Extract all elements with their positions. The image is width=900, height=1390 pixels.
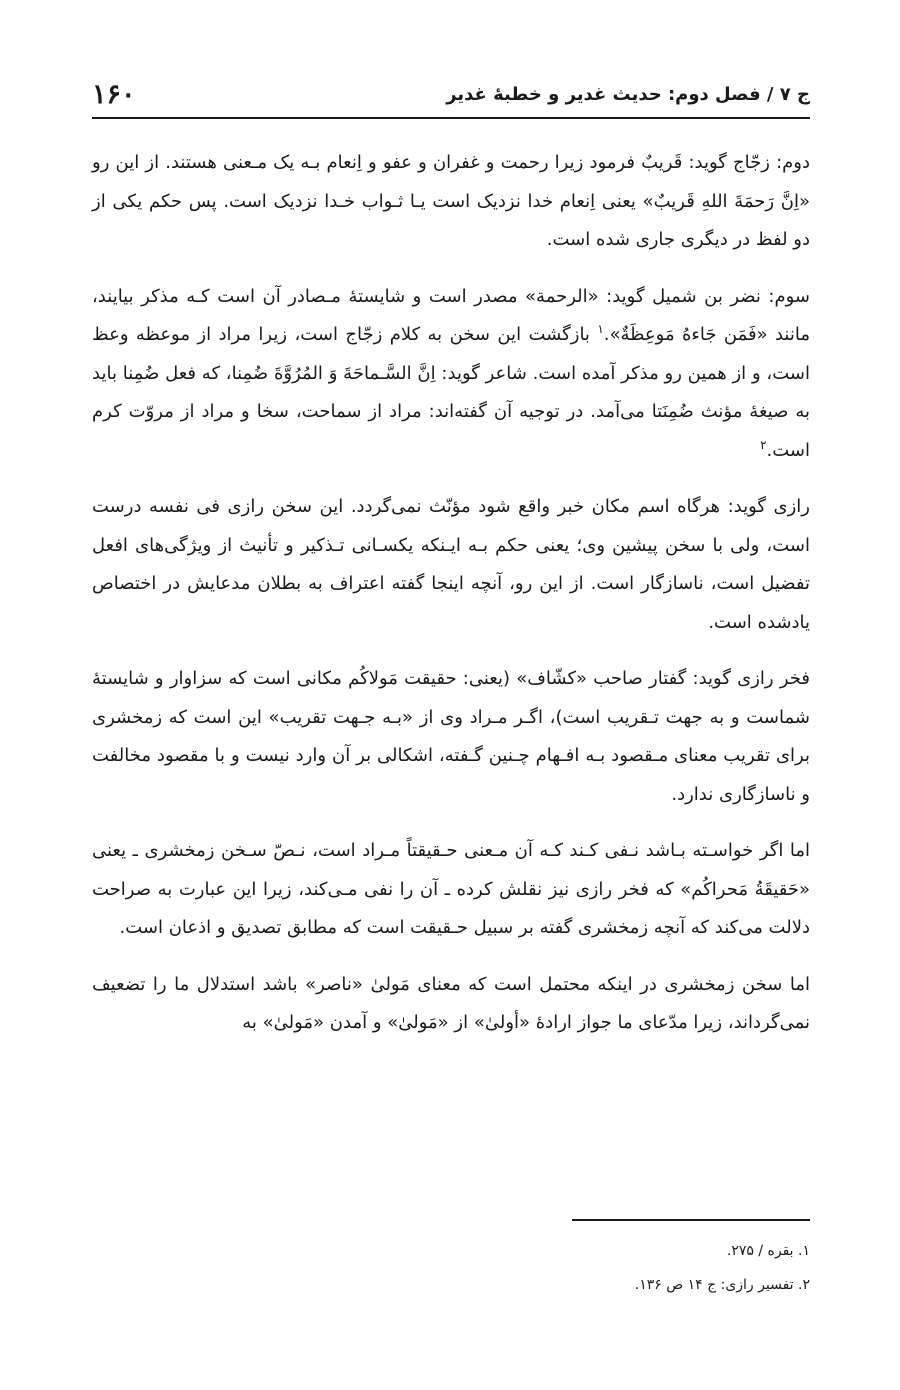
paragraph-text: رازی گوید: هرگاه اسم مکان خبر واقع شود مؤنّث نمی‌گردد. این سخن رازی فی نفسه درست است، ولی با سخن پیشین وی؛ یعنی حکم بـه ایـنکه یکسـانی تـذکیر و تأنیث از ویژگی‌های افعل تفضیل است، ناسازگار است. از این رو، آنچه اینجا گفته اعتراف به بطلان مدعایش در اختصاص یادشده است.: [92, 496, 810, 633]
footnote-2: ۲. تفسیر رازی: ج ۱۴ ص ۱۳۶.: [634, 1277, 810, 1293]
header-rule: [92, 117, 810, 119]
paragraph-5: [92, 832, 810, 948]
paragraph-text: اما سخن زمخشری در اینکه محتمل است که معنای مَولیٰ «ناصر» باشد استدلال ما را تضعیف نمی‌گرداند، زیرا مدّعای ما جواز ارادهٔ «أولیٰ» از «مَولیٰ» و آمدن «مَولیٰ» به: [92, 973, 810, 1033]
paragraph-6: [92, 966, 810, 1043]
footnote-rule: [572, 1219, 810, 1221]
paragraph-2: [92, 278, 810, 471]
paragraph-text: اما اگر خواسـته بـاشد نـفی کـند کـه آن مـعنی حـقیقتاً مـراد است، نـصّ سـخن زمخشری ـ یعنی «حَقیقَةُ مَحراکُم» که فخر رازی نیز نقلش کرده ـ آن را نفی مـی‌کند، زیرا این عبارت به صراحت دلالت می‌کند که آنچه زمخشری گفته بر سبیل حـقیقت است که مطابق تصدیق و اذعان است.: [92, 840, 810, 938]
paragraph-4: [92, 660, 810, 814]
paragraph-text: بازگشت این سخن به کلام زجّاج است، زیرا مراد از موعظه وعظ است، و از همین رو مذکر آمده است. شاعر گوید: اِنَّ السَّـماحَةَ وَ المُرُوَّةَ ضُمِنا، که فعل ضُمِنا باید به صیغهٔ مؤنث ضُمِنَتا می‌آمد. در توجیه آن گفته‌اند: مراد از سماحت، سخا و مراد از مروّت کرم است.: [92, 324, 810, 461]
footnote-ref-1[interactable]: ۱: [597, 322, 604, 336]
paragraph-text: دوم: زجّاج گوید: قَریبٌ فرمود زیرا رحمت و غفران و عفو و اِنعام بـه یک مـعنی هستند. از این رو «اِنَّ رَحمَةَ اللهِ قَریبٌ» یعنی اِنعام خدا نزدیک است یـا ثـواب خـدا نزدیک است. پس حکم یکی از دو لفظ در دیگری جاری شده است.: [92, 152, 810, 250]
footnotes: [92, 1234, 810, 1302]
paragraph-text: سوم: نضر بن شمیل گوید: «الرحمة» مصدر است و شایستهٔ مـصادر آن است کـه مذکر بیایند، مانند «فَمَن جَاءهُ مَوعِظَةٌ».: [92, 285, 811, 345]
paragraph-3: [92, 488, 810, 642]
footnote-1: ۱. بقره / ۲۷۵.: [726, 1243, 810, 1259]
paragraph-text: فخر رازی گوید: گفتار صاحب «کشّاف» (یعنی: حقیقت مَولاکُم مکانی است که سزاوار و شایستهٔ شماست و به جهت تـقریب است)، اگـر مـراد وی از «بـه جـهت تقریب» این است که زمخشری برای تقریب معنای مـقصود بـه افـهام چـنین گـفته، اشکالی بر آن وارد نیست و با مقصود مخالفت و ناسازگاری ندارد.: [92, 668, 810, 805]
page-header: [92, 76, 810, 112]
paragraph-1: [92, 144, 810, 260]
footnote-ref-2[interactable]: ۲: [760, 437, 767, 452]
running-title: ج ۷ / فصل دوم: حدیث غدیر و خطبهٔ غدیر: [446, 83, 810, 105]
page-number: ۱۶۰: [92, 78, 136, 110]
body-text: [92, 144, 810, 1061]
